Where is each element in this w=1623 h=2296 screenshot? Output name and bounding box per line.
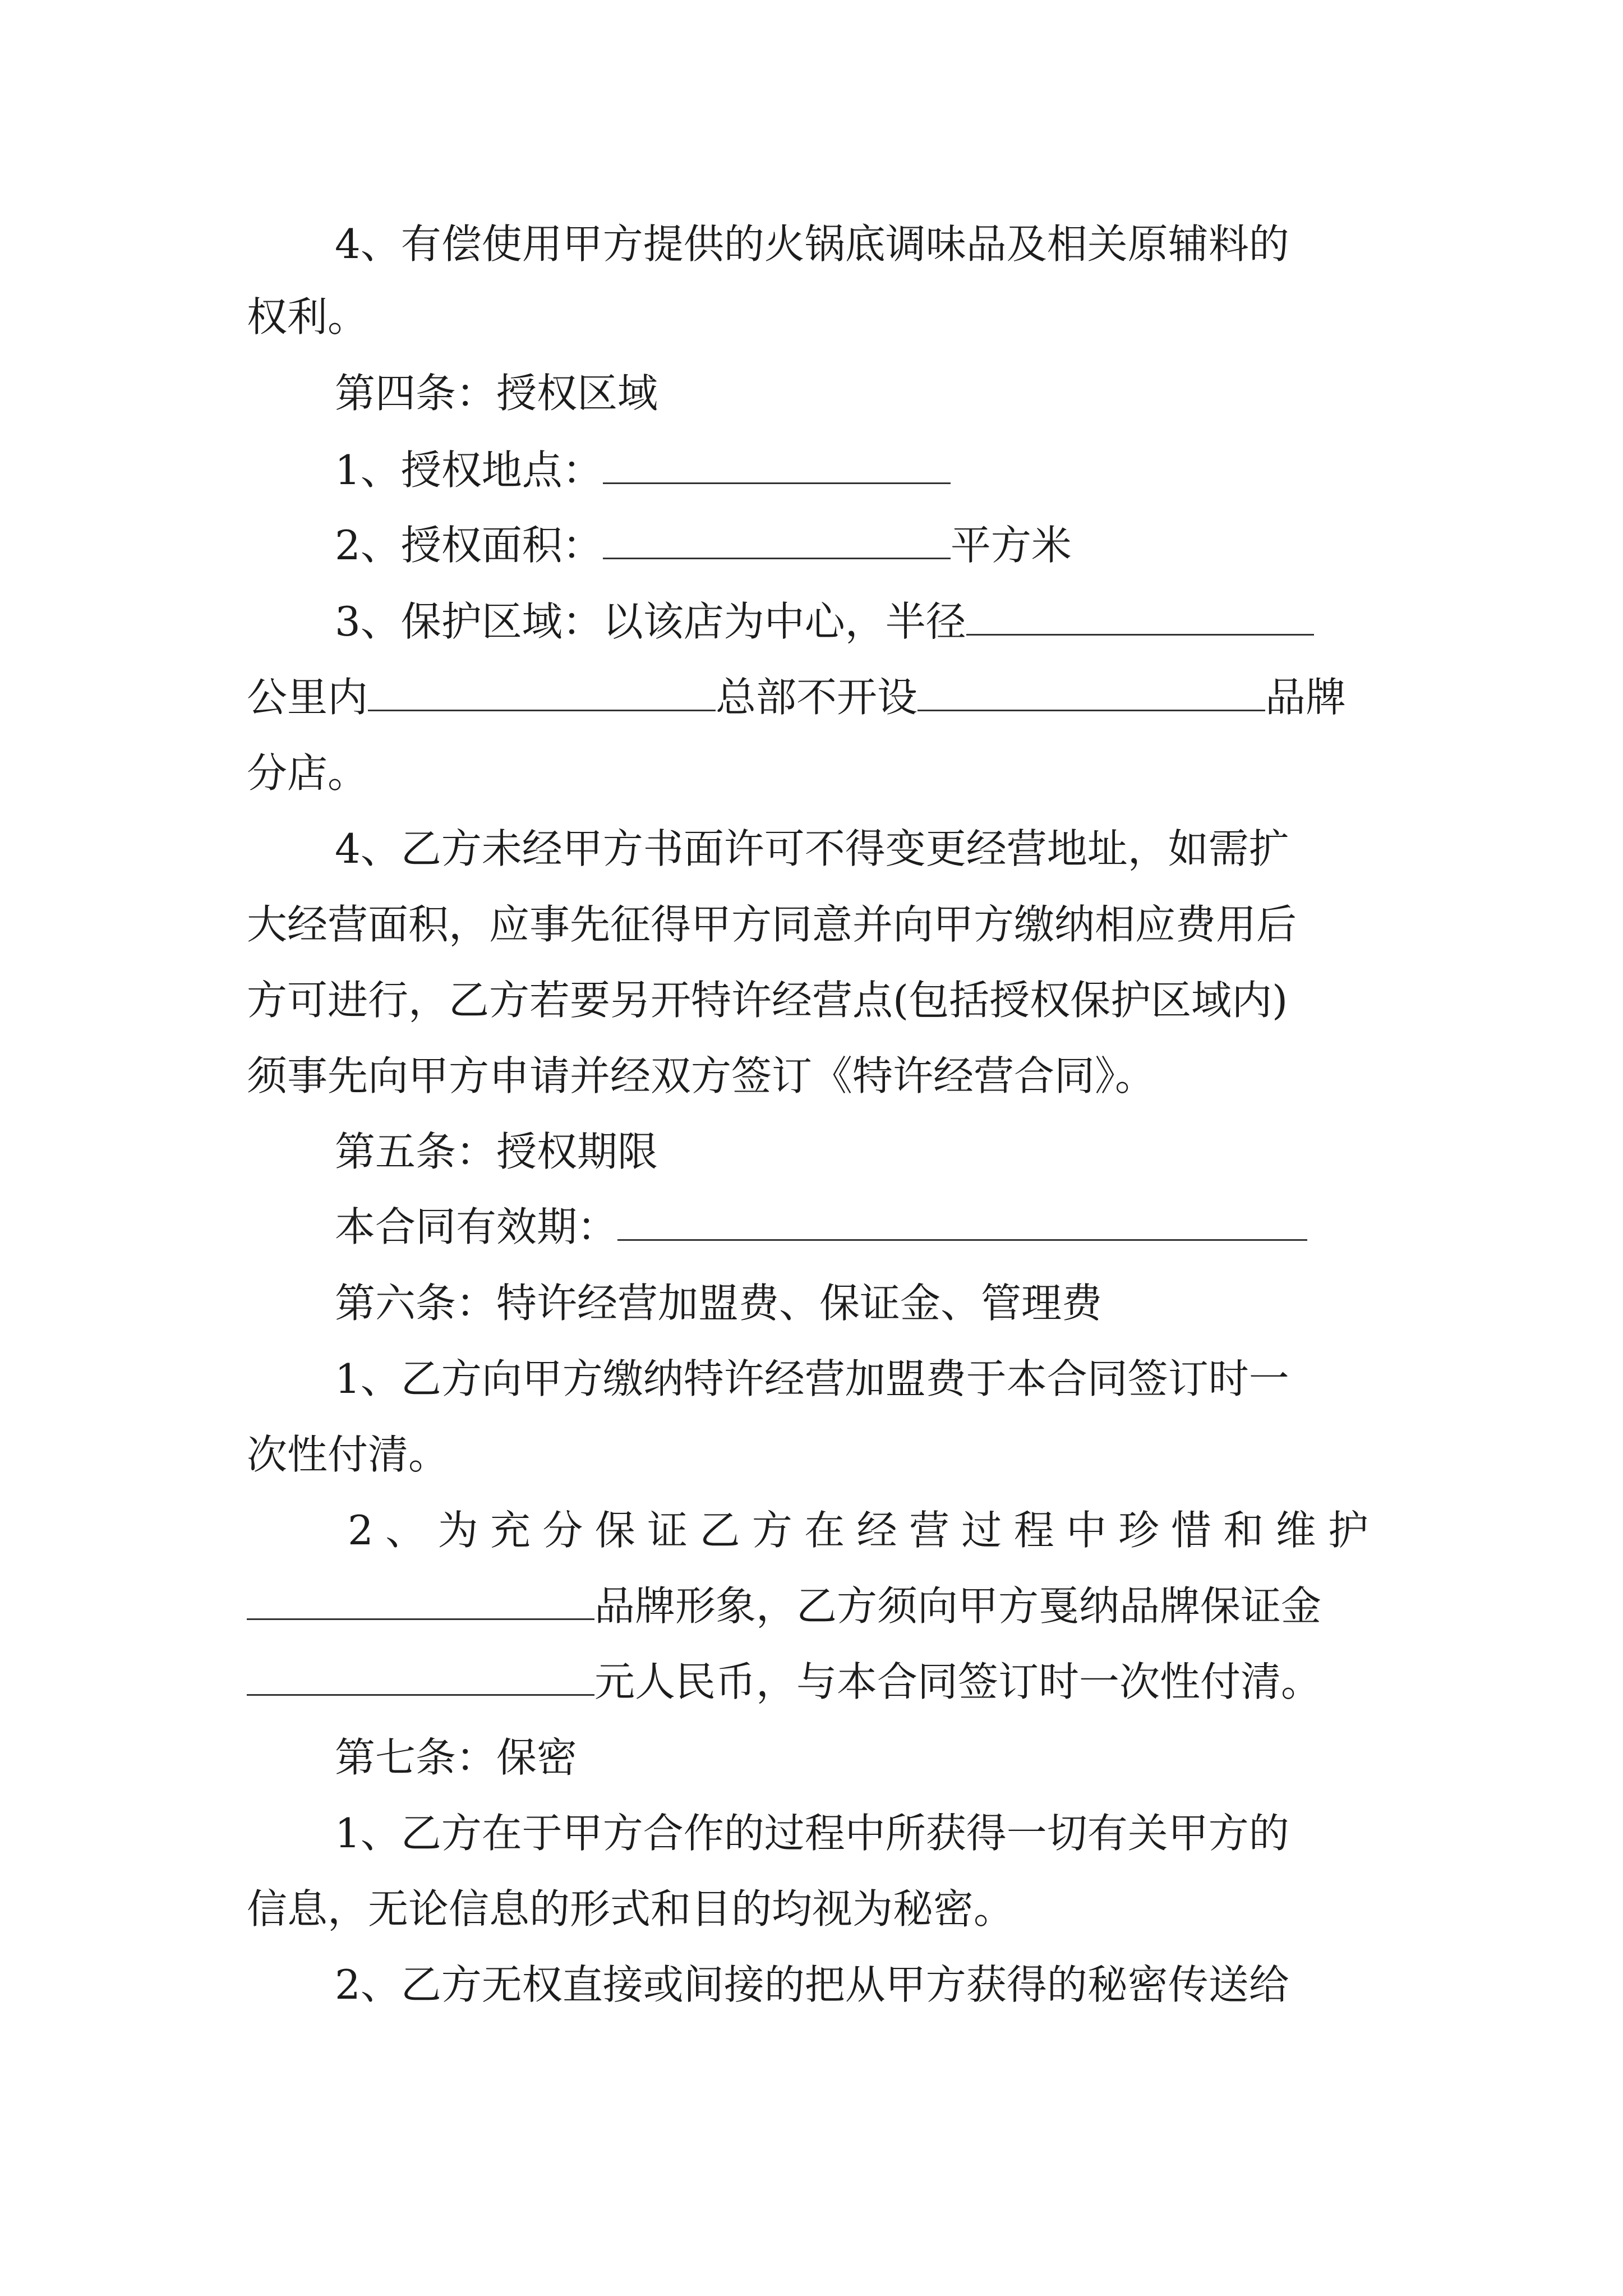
clause-4-right-line1: 4、有偿使用甲方提供的火锅底调味品及相关原辅料的: [335, 220, 1289, 268]
area-blank[interactable]: [603, 523, 951, 559]
brand-blank-2[interactable]: [247, 1584, 594, 1620]
clause-4-right-line2: 权利。: [247, 293, 368, 341]
article-5-heading: 第五条：授权期限: [335, 1128, 658, 1175]
clause-4-address-line1: 4、乙方未经甲方书面许可不得变更经营地址，如需扩: [335, 825, 1289, 872]
article-4-heading: 第四条：授权区域: [335, 370, 658, 417]
fee-clause-2-line2: 品牌形象，乙方须向甲方戛纳品牌保证金: [0, 1581, 1623, 1631]
fee-clause-2-line3: 元人民币，与本合同签订时一次性付清。: [0, 1657, 1623, 1707]
fee-clause-2-line1: 2、为充分保证乙方在经营过程中珍惜和维护: [348, 1507, 1368, 1554]
validity-period-line: 本合同有效期：: [0, 1202, 1623, 1252]
deposit-amount-blank[interactable]: [247, 1659, 594, 1696]
authorized-location-line: 1、授权地点：: [0, 445, 1623, 495]
clause-4-address-line4: 须事先向甲方申请并经双方签订《特许经营合同》。: [247, 1052, 1156, 1099]
clause-4-address-line2: 大经营面积，应事先征得甲方同意并向甲方缴纳相应费用后: [247, 901, 1297, 948]
confidentiality-clause-2-line1: 2、乙方无权直接或间接的把从甲方获得的秘密传送给: [335, 1961, 1289, 2008]
validity-blank[interactable]: [617, 1204, 1307, 1241]
article-6-heading: 第六条：特许经营加盟费、保证金、管理费: [335, 1280, 1103, 1327]
confidentiality-clause-1-line1: 1、乙方在于甲方合作的过程中所获得一切有关甲方的: [335, 1810, 1289, 1857]
confidentiality-clause-1-line2: 信息，无论信息的形式和目的均视为秘密。: [247, 1885, 1015, 1932]
authorized-area-line: 2、授权面积： 平方米: [335, 522, 1072, 569]
protection-area-line2: 公里内 总部不开设 品牌: [247, 674, 1347, 721]
district-blank[interactable]: [368, 675, 716, 711]
fee-clause-1-line2: 次性付清。: [247, 1431, 449, 1478]
clause-4-address-line3: 方可进行，乙方若要另开特许经营点(包括授权保护区域内): [247, 977, 1288, 1024]
fee-clause-1-line1: 1、乙方向甲方缴纳特许经营加盟费于本合同签订时一: [335, 1355, 1289, 1402]
protection-area-line3: 分店。: [247, 749, 368, 797]
brand-blank-1[interactable]: [917, 675, 1265, 711]
article-7-heading: 第七条：保密: [335, 1734, 578, 1781]
location-blank[interactable]: [603, 448, 951, 484]
protection-area-line1: 3、保护区域：以该店为中心，半径: [0, 596, 1623, 647]
radius-blank[interactable]: [966, 599, 1314, 636]
